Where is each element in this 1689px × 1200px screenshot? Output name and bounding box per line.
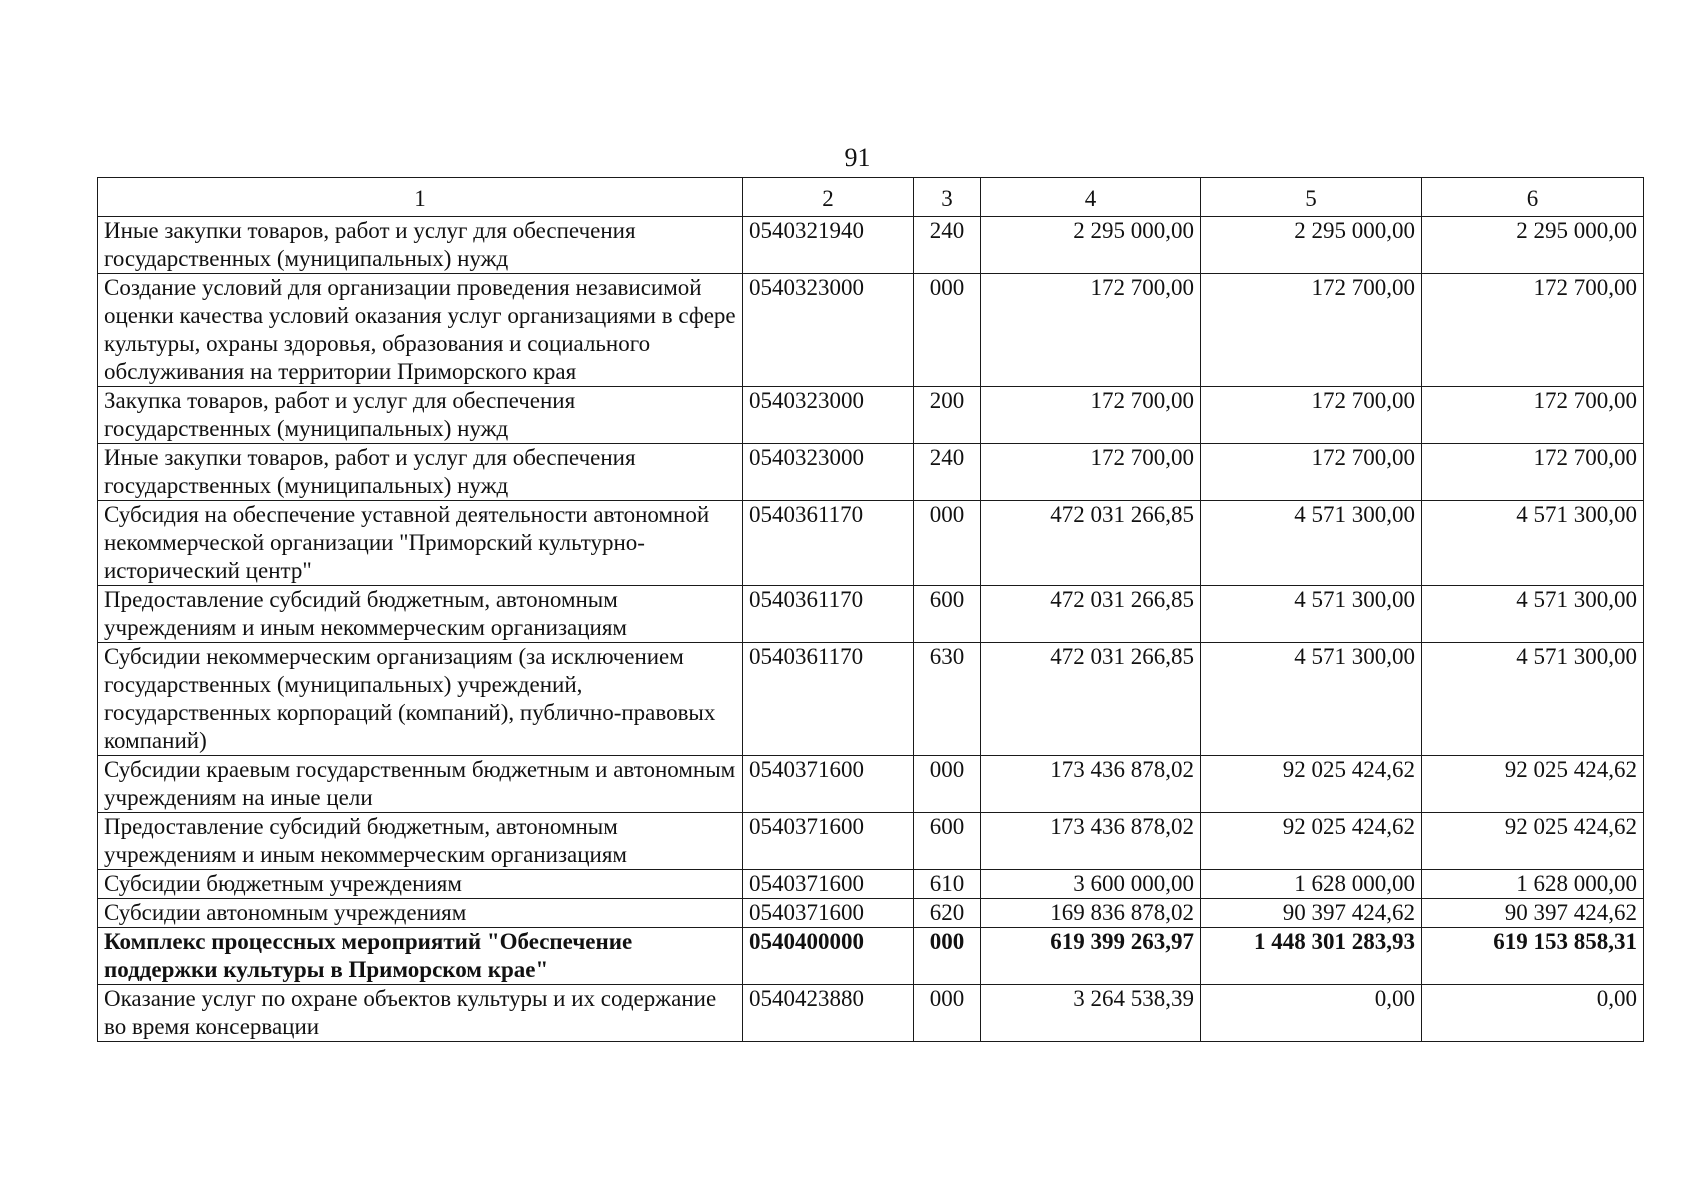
row-value-col4: 472 031 266,85	[981, 586, 1201, 643]
row-value-col4: 173 436 878,02	[981, 813, 1201, 870]
row-value-col5: 90 397 424,62	[1201, 899, 1422, 928]
row-value-col4: 172 700,00	[981, 387, 1201, 444]
row-value-col5: 4 571 300,00	[1201, 586, 1422, 643]
row-value-col5: 1 448 301 283,93	[1201, 928, 1422, 985]
row-value-col4: 173 436 878,02	[981, 756, 1201, 813]
row-value-col5: 172 700,00	[1201, 444, 1422, 501]
header-col-3: 3	[914, 178, 981, 217]
budget-table	[97, 177, 1644, 1042]
row-value-col4: 2 295 000,00	[981, 217, 1201, 274]
row-value-col6: 4 571 300,00	[1422, 501, 1644, 586]
row-value-col6: 4 571 300,00	[1422, 586, 1644, 643]
header-col-2: 2	[743, 178, 914, 217]
row-name-cell: Предоставление субсидий бюджетным, автономным учреждениям и иным некоммерческим организациям	[98, 813, 743, 870]
row-code-cell: 0540321940	[743, 217, 914, 274]
row-value-col4: 3 600 000,00	[981, 870, 1201, 899]
row-kind-cell: 240	[914, 217, 981, 274]
row-kind-cell: 620	[914, 899, 981, 928]
row-value-col4: 619 399 263,97	[981, 928, 1201, 985]
row-code-cell: 0540371600	[743, 813, 914, 870]
row-value-col6: 4 571 300,00	[1422, 643, 1644, 756]
row-name-cell: Оказание услуг по охране объектов культуры и их содержание во время консервации	[98, 985, 743, 1042]
row-name-cell: Субсидии некоммерческим организациям (за исключением государственных (муниципальных) учреждений, государственных корпораций (компаний), публично-правовых компаний)	[98, 643, 743, 756]
table-body	[98, 217, 1644, 1042]
row-kind-cell: 600	[914, 586, 981, 643]
row-code-cell: 0540323000	[743, 444, 914, 501]
row-value-col4: 472 031 266,85	[981, 643, 1201, 756]
row-value-col5: 4 571 300,00	[1201, 501, 1422, 586]
table-row	[98, 756, 1644, 813]
table-row	[98, 643, 1644, 756]
table-header	[98, 178, 1644, 217]
header-col-6: 6	[1422, 178, 1644, 217]
row-kind-cell: 200	[914, 387, 981, 444]
row-code-cell: 0540323000	[743, 387, 914, 444]
header-col-5: 5	[1201, 178, 1422, 217]
row-kind-cell: 000	[914, 501, 981, 586]
header-row	[98, 178, 1644, 217]
row-name-cell: Субсидии автономным учреждениям	[98, 899, 743, 928]
row-value-col6: 0,00	[1422, 985, 1644, 1042]
row-value-col5: 4 571 300,00	[1201, 643, 1422, 756]
table-row	[98, 870, 1644, 899]
row-code-cell: 0540371600	[743, 870, 914, 899]
row-value-col6: 92 025 424,62	[1422, 756, 1644, 813]
row-value-col4: 3 264 538,39	[981, 985, 1201, 1042]
row-value-col6: 92 025 424,62	[1422, 813, 1644, 870]
row-value-col6: 1 628 000,00	[1422, 870, 1644, 899]
row-value-col5: 172 700,00	[1201, 387, 1422, 444]
row-value-col6: 172 700,00	[1422, 387, 1644, 444]
row-name-cell: Комплекс процессных мероприятий "Обеспечение поддержки культуры в Приморском крае"	[98, 928, 743, 985]
row-name-cell: Иные закупки товаров, работ и услуг для обеспечения государственных (муниципальных) нужд	[98, 217, 743, 274]
row-name-cell: Иные закупки товаров, работ и услуг для обеспечения государственных (муниципальных) нужд	[98, 444, 743, 501]
row-code-cell: 0540323000	[743, 274, 914, 387]
table-row	[98, 501, 1644, 586]
table-row	[98, 387, 1644, 444]
row-value-col6: 172 700,00	[1422, 274, 1644, 387]
row-code-cell: 0540371600	[743, 756, 914, 813]
row-code-cell: 0540423880	[743, 985, 914, 1042]
table-row	[98, 985, 1644, 1042]
row-value-col4: 172 700,00	[981, 274, 1201, 387]
table-row	[98, 899, 1644, 928]
row-value-col6: 90 397 424,62	[1422, 899, 1644, 928]
row-code-cell: 0540371600	[743, 899, 914, 928]
row-name-cell: Закупка товаров, работ и услуг для обеспечения государственных (муниципальных) нужд	[98, 387, 743, 444]
row-kind-cell: 240	[914, 444, 981, 501]
row-value-col5: 172 700,00	[1201, 274, 1422, 387]
row-name-cell: Субсидии бюджетным учреждениям	[98, 870, 743, 899]
row-code-cell: 0540400000	[743, 928, 914, 985]
page-number: 91	[844, 143, 871, 172]
row-kind-cell: 000	[914, 274, 981, 387]
header-col-4: 4	[981, 178, 1201, 217]
row-value-col5: 0,00	[1201, 985, 1422, 1042]
table-row	[98, 274, 1644, 387]
row-value-col5: 92 025 424,62	[1201, 813, 1422, 870]
row-value-col4: 472 031 266,85	[981, 501, 1201, 586]
row-value-col5: 92 025 424,62	[1201, 756, 1422, 813]
row-value-col6: 619 153 858,31	[1422, 928, 1644, 985]
row-kind-cell: 000	[914, 756, 981, 813]
row-value-col6: 172 700,00	[1422, 444, 1644, 501]
table-row	[98, 444, 1644, 501]
row-kind-cell: 000	[914, 985, 981, 1042]
table-row	[98, 928, 1644, 985]
header-col-1: 1	[98, 178, 743, 217]
row-value-col4: 172 700,00	[981, 444, 1201, 501]
row-value-col5: 2 295 000,00	[1201, 217, 1422, 274]
row-code-cell: 0540361170	[743, 586, 914, 643]
row-name-cell: Предоставление субсидий бюджетным, автономным учреждениям и иным некоммерческим организациям	[98, 586, 743, 643]
row-kind-cell: 000	[914, 928, 981, 985]
row-kind-cell: 630	[914, 643, 981, 756]
row-code-cell: 0540361170	[743, 501, 914, 586]
row-code-cell: 0540361170	[743, 643, 914, 756]
row-name-cell: Субсидия на обеспечение уставной деятельности автономной некоммерческой организации "Приморский культурно-исторический центр"	[98, 501, 743, 586]
row-value-col4: 169 836 878,02	[981, 899, 1201, 928]
table-row	[98, 217, 1644, 274]
table-row	[98, 813, 1644, 870]
table-row	[98, 586, 1644, 643]
row-value-col6: 2 295 000,00	[1422, 217, 1644, 274]
row-kind-cell: 610	[914, 870, 981, 899]
row-value-col5: 1 628 000,00	[1201, 870, 1422, 899]
row-name-cell: Создание условий для организации проведения независимой оценки качества условий оказания услуг организациями в сфере культуры, охраны здоровья, образования и социального обслуживания на территории Приморского края	[98, 274, 743, 387]
row-name-cell: Субсидии краевым государственным бюджетным и автономным учреждениям на иные цели	[98, 756, 743, 813]
row-kind-cell: 600	[914, 813, 981, 870]
